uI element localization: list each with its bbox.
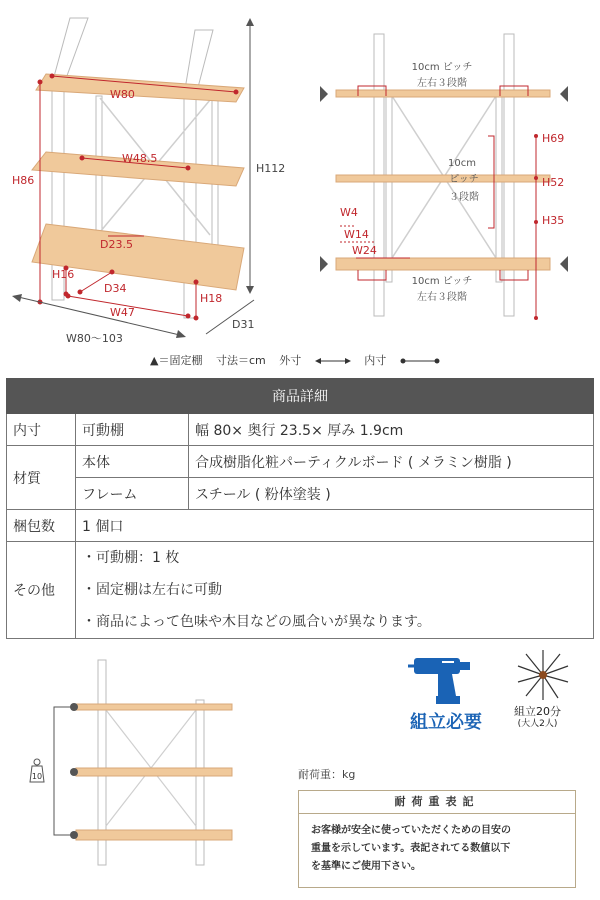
label-w14: W14 xyxy=(344,228,369,241)
label-h35: H35 xyxy=(542,214,565,227)
body-label: 本体 xyxy=(76,446,189,478)
assembly-time-line1: 組立20分 xyxy=(514,705,561,718)
table-row xyxy=(7,478,594,510)
pitch-mid-line2: ピッチ xyxy=(449,174,479,185)
pitch-bot-line2: 左右３段階 xyxy=(417,292,467,303)
table-row xyxy=(7,542,594,639)
legend-unit: 寸法＝cm xyxy=(215,354,266,367)
drill-icon xyxy=(408,648,478,706)
pitch-top-line2: 左右３段階 xyxy=(417,78,467,89)
table-row xyxy=(7,414,594,446)
frame-value: スチール ( 粉体塗装 ) xyxy=(189,478,594,510)
pitch-top-line1: 10cm ピッチ xyxy=(411,62,473,73)
label-h18: H18 xyxy=(200,292,223,305)
legend-outer: 外寸 xyxy=(279,354,302,367)
label-w47: W47 xyxy=(110,306,135,319)
label-d31: D31 xyxy=(232,318,255,331)
legend-inner: 内寸 xyxy=(364,354,387,367)
label-w4: W4 xyxy=(340,206,358,219)
label-w80-103: W80〜103 xyxy=(66,332,123,345)
legend-fixed-shelf: ▲＝固定棚 xyxy=(150,354,203,367)
label-h69: H69 xyxy=(542,132,565,145)
other-list xyxy=(76,542,594,639)
notice-title: 耐荷重表記 xyxy=(299,791,575,814)
other-label: その他 xyxy=(7,542,76,639)
pitch-mid-line3: ３段階 xyxy=(449,192,479,203)
inner-label: 内寸 xyxy=(7,414,76,446)
pitch-bot-line1: 10cm ピッチ xyxy=(411,276,473,287)
label-h52: H52 xyxy=(542,176,565,189)
assembly-time-label xyxy=(514,706,561,730)
label-d34: D34 xyxy=(104,282,127,295)
shelf-diagram-front xyxy=(300,0,600,350)
package-value: 1 個口 xyxy=(76,510,594,542)
shelf-load-diagram xyxy=(20,650,250,870)
notice-line: 重量を示しています。表記されてる数値以下 xyxy=(311,843,511,854)
material-label: 材質 xyxy=(7,446,76,510)
list-item: ・可動棚：1 枚 xyxy=(82,550,180,566)
movable-shelf-label: 可動棚 xyxy=(76,414,189,446)
weight-icon xyxy=(30,759,44,782)
label-w24: W24 xyxy=(352,244,377,257)
list-item: ・固定棚は左右に可動 xyxy=(82,582,222,598)
notice-line: お客様が安全に使っていただくための目安の xyxy=(311,825,511,836)
outer-arrow-icon xyxy=(315,357,351,365)
assembly-time-line2: (大人2人) xyxy=(517,719,558,729)
dimension-legend xyxy=(150,352,440,368)
list-item: ・商品によって色味や木目などの風合いが異なります。 xyxy=(82,614,431,630)
label-w48-5: W48.5 xyxy=(122,152,158,165)
spec-table-title: 商品詳細 xyxy=(7,379,594,414)
package-label: 梱包数 xyxy=(7,510,76,542)
notice-line: を基準にご使用下さい。 xyxy=(311,861,421,872)
load-notice-box xyxy=(298,790,576,888)
body-value: 合成樹脂化粧パーティクルボード ( メラミン樹脂 ) xyxy=(189,446,594,478)
frame-label: フレーム xyxy=(76,478,189,510)
load-capacity-title: 耐荷重：kg xyxy=(298,768,356,781)
label-h112: H112 xyxy=(256,162,286,175)
assembly-required-label: 組立必要 xyxy=(410,712,482,733)
inner-dot-line-icon xyxy=(400,357,440,365)
table-row xyxy=(7,446,594,478)
weight-icon-number: 10 xyxy=(31,772,43,781)
pitch-mid-line1: 10cm xyxy=(448,158,476,169)
label-w80: W80 xyxy=(110,88,135,101)
label-h16: H16 xyxy=(52,268,75,281)
shelf-diagram-perspective xyxy=(0,0,300,350)
table-row xyxy=(7,510,594,542)
movable-shelf-value: 幅 80× 奥行 23.5× 厚み 1.9cm xyxy=(189,414,594,446)
notice-body xyxy=(299,814,575,884)
label-d23-5: D23.5 xyxy=(100,238,133,251)
assembly-time-icon xyxy=(516,648,570,702)
label-h86: H86 xyxy=(12,174,35,187)
spec-table xyxy=(6,378,594,639)
